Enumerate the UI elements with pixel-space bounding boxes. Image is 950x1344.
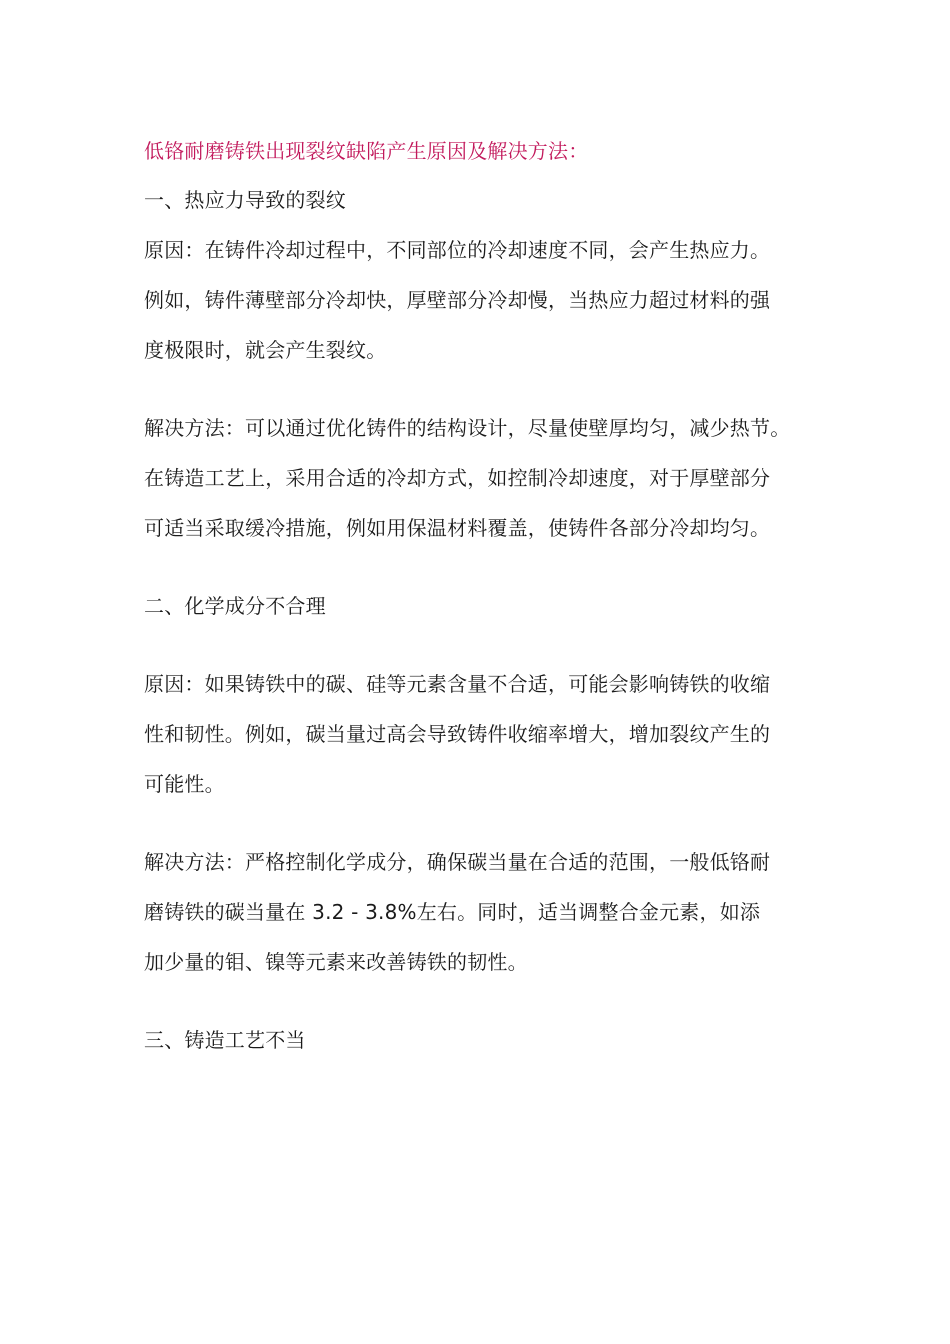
section1-solution-line-2: 在铸造工艺上，采用合适的冷却方式，如控制冷却速度，对于厚壁部分 xyxy=(144,466,771,490)
section1-heading: 一、热应力导致的裂纹 xyxy=(144,188,346,212)
document-title: 低铬耐磨铸铁出现裂纹缺陷产生原因及解决方法： xyxy=(144,139,589,163)
section1-solution-line-1: 解决方法：可以通过优化铸件的结构设计，尽量使壁厚均匀，减少热节。 xyxy=(144,416,791,440)
section3-heading: 三、铸造工艺不当 xyxy=(144,1028,306,1052)
section2-cause-line-2: 性和韧性。例如，碳当量过高会导致铸件收缩率增大，增加裂纹产生的 xyxy=(144,722,771,746)
section1-cause-line-1: 原因：在铸件冷却过程中，不同部位的冷却速度不同，会产生热应力。 xyxy=(144,238,771,262)
section1-solution-line-3: 可适当采取缓冷措施，例如用保温材料覆盖，使铸件各部分冷却均匀。 xyxy=(144,516,771,540)
section2-solution-line-1: 解决方法：严格控制化学成分，确保碳当量在合适的范围，一般低铬耐 xyxy=(144,850,771,874)
section2-solution-line-2: 磨铸铁的碳当量在 3.2 - 3.8%左右。同时，适当调整合金元素，如添 xyxy=(144,900,761,924)
section2-cause-line-3: 可能性。 xyxy=(144,772,225,796)
section2-solution-line-3: 加少量的钼、镍等元素来改善铸铁的韧性。 xyxy=(144,950,528,974)
section2-cause-line-1: 原因：如果铸铁中的碳、硅等元素含量不合适，可能会影响铸铁的收缩 xyxy=(144,672,771,696)
section2-heading: 二、化学成分不合理 xyxy=(144,594,326,618)
section1-cause-line-2: 例如，铸件薄壁部分冷却快，厚壁部分冷却慢，当热应力超过材料的强 xyxy=(144,288,771,312)
section1-cause-line-3: 度极限时，就会产生裂纹。 xyxy=(144,338,387,362)
